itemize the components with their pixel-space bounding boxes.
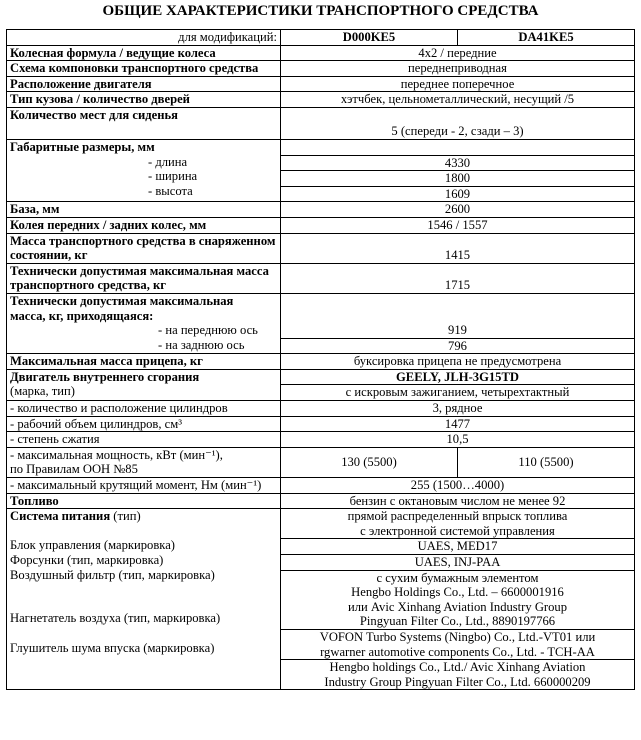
axle-mass-label-cell bbox=[7, 293, 281, 353]
body-type-value: хэтчбек, цельнометаллический, несущий /5 bbox=[281, 92, 635, 108]
seats-value: 5 (спереди - 2, сзади – 3) bbox=[281, 107, 635, 139]
trailer-mass-label: Максимальная масса прицепа, кг bbox=[7, 354, 281, 370]
wheel-formula-value: 4x2 / передние bbox=[281, 45, 635, 61]
table-row bbox=[7, 416, 635, 432]
power-value-1: 130 (5500) bbox=[281, 447, 458, 477]
fuel-system-value-1: прямой распределенный впрыск топлива bbox=[347, 509, 568, 524]
body-type-label: Тип кузова / количество дверей bbox=[7, 92, 281, 108]
table-row bbox=[7, 354, 635, 370]
compression-value: 10,5 bbox=[281, 432, 635, 448]
table-row bbox=[7, 447, 635, 477]
modification-1: D000KE5 bbox=[281, 30, 458, 46]
silencer-value-2: Industry Group Pingyuan Filter Co., Ltd. 660000209 bbox=[324, 674, 591, 689]
cylinders-value: 3, рядное bbox=[281, 401, 635, 417]
layout-scheme-label: Схема компоновки транспортного средства bbox=[7, 61, 281, 77]
power-label-2: по Правилам ООН №85 bbox=[10, 462, 138, 477]
max-mass-label: Технически допустимая максимальная масса транспортного средства, кг bbox=[7, 263, 281, 293]
torque-value: 255 (1500…4000) bbox=[281, 478, 635, 494]
table-row bbox=[7, 493, 635, 509]
blower-value-1: VOFON Turbo Systems (Ningbo) Co., Ltd.-VT01 или bbox=[281, 629, 634, 645]
track-label: Колея передних / задних колес, мм bbox=[7, 217, 281, 233]
table-row bbox=[7, 432, 635, 448]
trailer-mass-value: буксировка прицепа не предусмотрена bbox=[281, 354, 635, 370]
fuel-system-sublabel: (тип) bbox=[110, 509, 141, 524]
fuel-system-value-2: с электронной системой управления bbox=[360, 523, 555, 538]
fuel-system-values bbox=[281, 509, 635, 690]
curb-mass-value: 1415 bbox=[281, 233, 635, 263]
table-row bbox=[7, 139, 635, 201]
silencer-value-1: Hengbo holdings Co., Ltd./ Avic Xinhang Aviation bbox=[281, 659, 634, 675]
engine-sublabel: (марка, тип) bbox=[10, 384, 75, 399]
volume-label: - рабочий объем цилиндров, см³ bbox=[7, 416, 281, 432]
table-row bbox=[7, 217, 635, 233]
table-row bbox=[7, 401, 635, 417]
air-filter-value-2: Hengbo Holdings Co., Ltd. – 6600001916 bbox=[351, 585, 564, 600]
table-row bbox=[7, 293, 635, 353]
volume-value: 1477 bbox=[281, 416, 635, 432]
power-label-cell bbox=[7, 447, 281, 477]
cylinders-label: - количество и расположение цилиндров bbox=[7, 401, 281, 417]
length-label: - длина bbox=[148, 154, 188, 169]
specs-table bbox=[6, 29, 635, 690]
table-row bbox=[7, 478, 635, 494]
axle-mass-label-1: Технически допустимая максимальная bbox=[10, 293, 234, 308]
engine-type: с искровым зажиганием, четырехтактный bbox=[281, 384, 634, 400]
modifications-label: для модификаций: bbox=[7, 30, 281, 46]
modification-2: DA41KE5 bbox=[458, 30, 635, 46]
air-filter-value-3: или Avic Xinhang Aviation Industry Group bbox=[347, 599, 568, 614]
rear-axle-label: - на заднюю ось bbox=[158, 337, 245, 352]
dimensions-values bbox=[281, 139, 635, 201]
document-title: ОБЩИЕ ХАРАКТЕРИСТИКИ ТРАНСПОРТНОГО СРЕДСТВА bbox=[102, 3, 539, 19]
max-mass-value: 1715 bbox=[281, 263, 635, 293]
header-row bbox=[7, 30, 635, 46]
dimensions-label-cell bbox=[7, 139, 281, 201]
table-row bbox=[7, 45, 635, 61]
injector-value: UAES, INJ-PAA bbox=[281, 554, 634, 570]
table-row bbox=[7, 509, 635, 690]
front-axle-value: 919 bbox=[448, 323, 467, 338]
width-value: 1800 bbox=[281, 170, 634, 186]
engine-label-cell bbox=[7, 369, 281, 400]
table-row bbox=[7, 233, 635, 263]
layout-scheme-value: переднеприводная bbox=[281, 61, 635, 77]
fuel-value: бензин с октановым числом не менее 92 bbox=[281, 493, 635, 509]
engine-label: Двигатель внутреннего сгорания bbox=[10, 369, 200, 384]
front-axle-label: - на переднюю ось bbox=[158, 323, 258, 338]
engine-position-value: переднее поперечное bbox=[281, 76, 635, 92]
torque-label: - максимальный крутящий момент, Нм (мин⁻¹) bbox=[7, 478, 281, 494]
wheelbase-value: 2600 bbox=[281, 202, 635, 218]
axle-mass-values bbox=[281, 293, 635, 353]
air-filter-label: Воздушный фильтр (тип, маркировка) bbox=[10, 567, 215, 582]
silencer-label: Глушитель шума впуска (маркировка) bbox=[10, 640, 215, 655]
fuel-system-label: Система питания bbox=[10, 509, 111, 524]
table-row bbox=[7, 107, 635, 139]
table-row bbox=[7, 92, 635, 108]
table-row bbox=[7, 76, 635, 92]
dimensions-label: Габаритные размеры, мм bbox=[10, 139, 155, 154]
compression-label: - степень сжатия bbox=[7, 432, 281, 448]
table-row bbox=[7, 202, 635, 218]
engine-model: GEELY, JLH-3G15TD bbox=[396, 369, 519, 384]
engine-values bbox=[281, 369, 635, 400]
blower-label: Нагнетатель воздуха (тип, маркировка) bbox=[10, 611, 221, 626]
wheelbase-label: База, мм bbox=[7, 202, 281, 218]
seats-label: Количество мест для сиденья bbox=[7, 107, 281, 139]
rear-axle-value: 796 bbox=[281, 338, 634, 354]
width-label: - ширина bbox=[148, 169, 198, 184]
blower-value-2: rgwarner automotive components Co., Ltd. - TCH-AA bbox=[320, 644, 595, 659]
wheel-formula-label: Колесная формула / ведущие колеса bbox=[7, 45, 281, 61]
height-label: - высота bbox=[148, 183, 193, 198]
height-value: 1609 bbox=[281, 186, 634, 202]
track-value: 1546 / 1557 bbox=[281, 217, 635, 233]
power-label-1: - максимальная мощность, кВт (мин⁻¹), bbox=[10, 447, 223, 462]
power-value-2: 110 (5500) bbox=[458, 447, 635, 477]
fuel-label: Топливо bbox=[7, 493, 281, 509]
air-filter-value-4: Pingyuan Filter Co., Ltd., 8890197766 bbox=[359, 614, 556, 629]
injector-label: Форсунки (тип, маркировка) bbox=[10, 553, 164, 567]
ecu-value: UAES, MED17 bbox=[281, 538, 634, 554]
curb-mass-label: Масса транспортного средства в снаряженном состоянии, кг bbox=[7, 233, 281, 263]
length-value: 4330 bbox=[281, 155, 634, 171]
table-row bbox=[7, 369, 635, 400]
table-row bbox=[7, 263, 635, 293]
axle-mass-label-2: масса, кг, приходящаяся: bbox=[10, 308, 154, 323]
table-row bbox=[7, 61, 635, 77]
fuel-system-label-cell bbox=[7, 509, 281, 690]
ecu-label: Блок управления (маркировка) bbox=[10, 538, 175, 553]
air-filter-value-1: с сухим бумажным элементом bbox=[281, 570, 634, 586]
engine-position-label: Расположение двигателя bbox=[7, 76, 281, 92]
